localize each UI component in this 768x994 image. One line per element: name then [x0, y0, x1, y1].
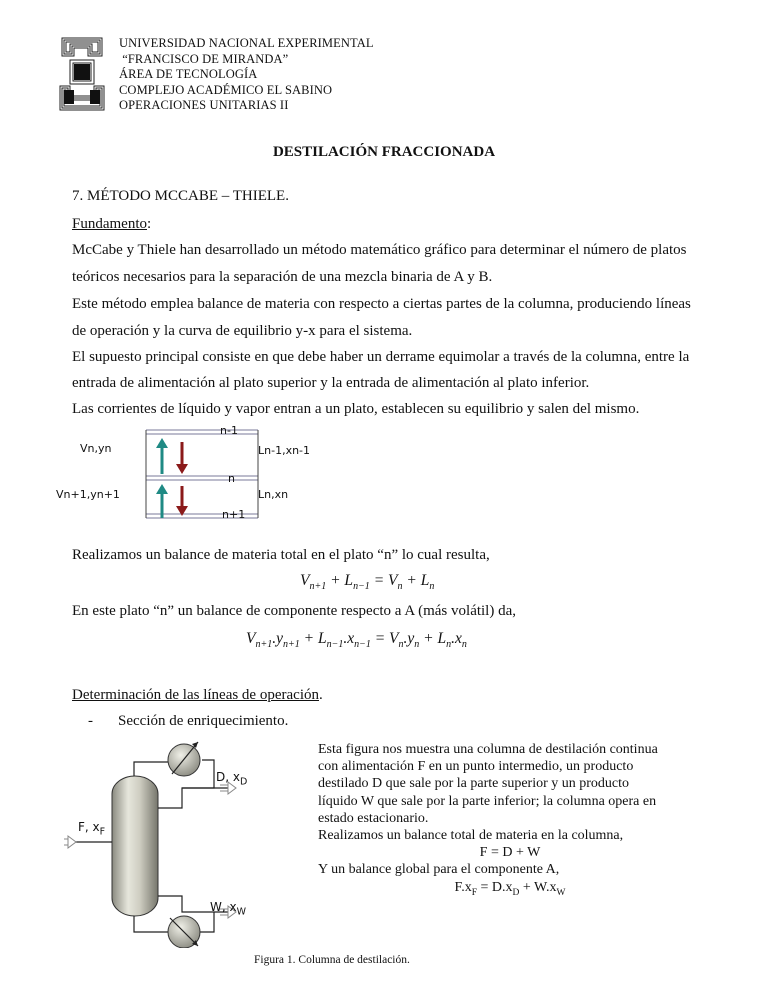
header-line: ÁREA DE TECNOLOGÍA: [119, 67, 258, 81]
header-line: “FRANCISCO DE MIRANDA”: [119, 51, 289, 66]
distillate-label: [216, 770, 247, 787]
liquid-label-n1: Ln-1,xn-1: [258, 444, 311, 457]
eq2-sub: W: [556, 887, 566, 898]
eq2-part: + W.x: [519, 879, 557, 895]
figure-caption-period: .: [407, 954, 410, 966]
feed-arrow-icon: [68, 836, 76, 848]
feed-label: [78, 820, 105, 837]
operation-lines-label: Determinación de las líneas de operación: [72, 687, 319, 703]
vapor-arrow-icon: [156, 438, 168, 518]
fundamento-colon: :: [147, 216, 152, 232]
balance-total-text: Realizamos un balance de materia total en el plato “n” lo cual resulta,: [72, 547, 490, 563]
eq2-sub: F: [471, 887, 478, 898]
plate-label-mid: n: [228, 472, 235, 485]
paragraph-line: Las corrientes de líquido y vapor entran a un plato, establecen su equilibrio y salen del mismo.: [72, 401, 640, 417]
equation-component-balance: $V_{n+1}.y_{n+1} + L_{n-1}.x_{n-1} = V_n.y_n + L_n.x_n$: [246, 630, 467, 651]
paragraph-line: de operación y la curva de equilibrio y-x para el sistema.: [72, 323, 413, 339]
vapor-label-n1: Vn+1,yn+1: [56, 488, 120, 501]
document-title: DESTILACIÓN FRACCIONADA: [272, 144, 496, 160]
university-logo: [56, 34, 108, 118]
liquid-label-n: Ln,xn: [258, 488, 289, 501]
distillate-label-sub: D: [239, 776, 248, 788]
description-line: Esta figura nos muestra una columna de destilación continua: [318, 742, 658, 757]
paragraph-line: teóricos necesarios para la separación de una mezcla binaria de A y B.: [72, 269, 493, 285]
column-description: [318, 741, 702, 902]
operation-lines-heading: [72, 686, 323, 704]
equation-overall: F = D + W: [479, 845, 541, 861]
bullet-dash: -: [88, 713, 93, 729]
plate-label-bottom: n+1: [222, 508, 246, 521]
paragraph-line: El supuesto principal consiste en que debe haber un derrame equimolar a través de la columna, entre la: [72, 349, 690, 365]
description-line: Realizamos un balance total de materia en la columna,: [318, 828, 624, 844]
balance-component-text: En este plato “n” un balance de componente respecto a A (más volátil) da,: [72, 603, 517, 619]
bottoms-label: [210, 900, 246, 917]
plate-diagram: [56, 424, 311, 526]
column-body: [112, 776, 158, 916]
section-heading: 7. MÉTODO MCCABE – THIELE.: [72, 188, 289, 204]
bullet-enrichment: Sección de enriquecimiento.: [118, 713, 289, 729]
operation-lines-period: .: [318, 687, 323, 703]
fundamento-label: Fundamento: [72, 216, 147, 232]
paragraph-line: entrada de alimentación al plato superior y la entrada de alimentación al plato inferior.: [72, 375, 590, 391]
paragraph-line: Este método emplea balance de materia con respecto a ciertas partes de la columna, produciendo líneas: [72, 296, 691, 312]
fundamento-heading: [72, 215, 151, 233]
description-line: Y un balance global para el componente A,: [318, 862, 560, 878]
vapor-label-n: Vn,yn: [80, 442, 112, 455]
plate-label-top: n-1: [220, 424, 238, 437]
description-line: con alimentación F en un punto intermedio, un producto: [318, 759, 634, 775]
distillation-column-figure: [64, 736, 314, 948]
figure-caption: [254, 954, 410, 966]
description-line: estado estacionario.: [318, 810, 429, 826]
eq2-sub: D: [512, 887, 520, 898]
distillate-label-text: D, x: [216, 770, 240, 784]
equation-total-balance: $V_{n+1} + L_{n-1} = V_n + L_n$: [300, 572, 435, 593]
header-line: UNIVERSIDAD NACIONAL EXPERIMENTAL: [119, 36, 374, 50]
eq2-part: F.x: [454, 879, 472, 895]
bottoms-label-text: W, x: [210, 900, 237, 914]
feed-label-sub: F: [99, 826, 106, 838]
figure-caption-text: Figura 1. Columna de destilación: [254, 954, 407, 966]
paragraph-line: McCabe y Thiele han desarrollado un método matemático gráfico para determinar el número de platos: [72, 242, 687, 258]
header-line: OPERACIONES UNITARIAS II: [119, 98, 289, 112]
feed-label-text: F, x: [78, 820, 100, 834]
institution-header: [119, 36, 374, 114]
equation-component-overall: [318, 879, 702, 902]
eq2-part: = D.x: [477, 879, 513, 895]
liquid-arrow-icon: [176, 442, 188, 516]
bottoms-label-sub: W: [236, 906, 247, 918]
header-line: COMPLEJO ACADÉMICO EL SABINO: [119, 82, 333, 97]
description-line: líquido W que sale por la parte inferior; la columna opera en: [318, 793, 657, 809]
description-line: destilado D que sale por la parte superior y un producto: [318, 776, 630, 792]
